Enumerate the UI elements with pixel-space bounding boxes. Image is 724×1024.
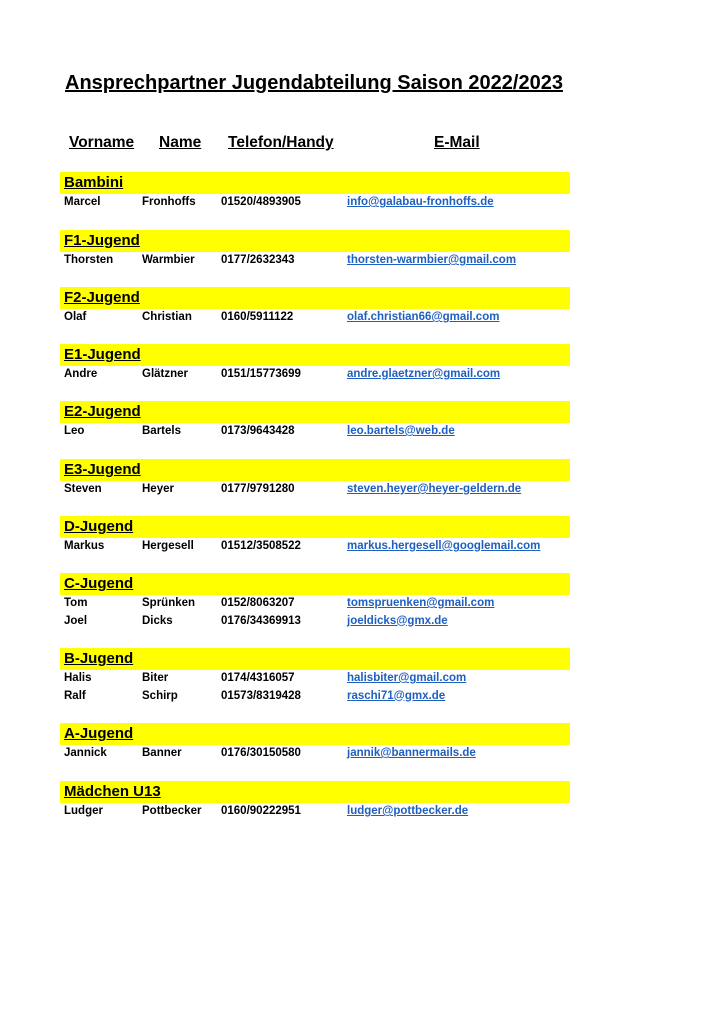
email-link[interactable]: joeldicks@gmx.de (347, 614, 448, 627)
email-link[interactable]: steven.heyer@heyer-geldern.de (347, 483, 522, 495)
column-header-last-name: Name (159, 134, 202, 151)
contact-row (60, 595, 570, 613)
column-header-phone: Telefon/Handy (228, 134, 334, 151)
first-name: Marcel (64, 196, 101, 208)
group-c-jugend (60, 573, 570, 630)
last-name: Bartels (142, 425, 181, 437)
group-d-jugend (60, 516, 570, 556)
phone-number: 0160/5911122 (221, 311, 294, 323)
phone-number: 01520/4893905 (221, 196, 301, 208)
group-title: F1-Jugend (64, 232, 140, 249)
group-header-bar (60, 516, 570, 538)
group-maedchen-u13 (60, 781, 570, 821)
last-name: Christian (142, 311, 192, 323)
group-title: A-Jugend (64, 725, 134, 742)
group-title: Mädchen U13 (64, 783, 161, 800)
contact-row (60, 803, 570, 821)
phone-number: 0177/9791280 (221, 483, 295, 495)
email-link[interactable]: jannik@bannermails.de (347, 747, 476, 759)
email-link[interactable]: raschi71@gmx.de (347, 689, 446, 702)
group-title: E3-Jugend (64, 461, 141, 478)
group-title: D-Jugend (64, 518, 134, 535)
email-link[interactable]: andre.glaetzner@gmail.com (347, 368, 501, 380)
group-bambini (60, 172, 570, 212)
group-header-bar (60, 287, 570, 309)
contact-row (60, 670, 570, 688)
page-title: Ansprechpartner Jugendabteilung Saison 2022/2023 (65, 72, 563, 94)
group-title: B-Jugend (64, 650, 134, 667)
email-link[interactable]: olaf.christian66@gmail.com (347, 311, 500, 323)
email-link[interactable]: leo.bartels@web.de (347, 425, 455, 437)
phone-number: 0151/15773699 (221, 368, 301, 380)
phone-number: 01573/8319428 (221, 689, 301, 702)
contact-row (60, 688, 570, 706)
contact-row (60, 538, 570, 556)
email-link[interactable]: ludger@pottbecker.de (347, 805, 469, 817)
group-header-bar (60, 723, 570, 745)
group-header-bar (60, 401, 570, 423)
column-header-email: E-Mail (434, 134, 480, 151)
first-name: Olaf (64, 311, 87, 323)
first-name: Joel (64, 614, 88, 627)
contact-row (60, 252, 570, 270)
group-a-jugend (60, 723, 570, 763)
group-title: Bambini (64, 174, 124, 191)
contact-row (60, 745, 570, 763)
contact-row (60, 366, 570, 384)
group-header-bar (60, 573, 570, 595)
group-e1-jugend (60, 344, 570, 384)
last-name: Pottbecker (142, 805, 202, 817)
phone-number: 0176/34369913 (221, 614, 301, 627)
last-name: Fronhoffs (142, 196, 196, 208)
group-title: E1-Jugend (64, 346, 141, 363)
group-title: E2-Jugend (64, 403, 141, 420)
group-title: F2-Jugend (64, 289, 140, 306)
group-header-bar (60, 648, 570, 670)
group-header-bar (60, 344, 570, 366)
contact-row (60, 309, 570, 327)
email-link[interactable]: tomspruenken@gmail.com (347, 597, 495, 609)
phone-number: 0177/2632343 (221, 254, 295, 266)
first-name: Halis (64, 672, 92, 684)
first-name: Andre (64, 368, 98, 380)
phone-number: 0160/90222951 (221, 805, 301, 817)
first-name: Jannick (64, 747, 107, 759)
contact-row (60, 613, 570, 631)
column-header-row (0, 134, 724, 156)
first-name: Tom (64, 597, 88, 609)
last-name: Biter (142, 672, 169, 684)
phone-number: 01512/3508522 (221, 540, 301, 552)
last-name: Glätzner (142, 368, 189, 380)
last-name: Schirp (142, 689, 178, 702)
column-header-first-name: Vorname (69, 134, 135, 151)
group-f2-jugend (60, 287, 570, 327)
phone-number: 0152/8063207 (221, 597, 295, 609)
group-e2-jugend (60, 401, 570, 441)
email-link[interactable]: markus.hergesell@googlemail.com (347, 540, 541, 552)
email-link[interactable]: info@galabau-fronhoffs.de (347, 196, 494, 208)
last-name: Hergesell (142, 540, 194, 552)
group-title: C-Jugend (64, 575, 134, 592)
first-name: Markus (64, 540, 105, 552)
contact-row (60, 481, 570, 499)
first-name: Ludger (64, 805, 103, 817)
email-link[interactable]: halisbiter@gmail.com (347, 672, 467, 684)
group-header-bar (60, 781, 570, 803)
first-name: Ralf (64, 689, 86, 702)
last-name: Heyer (142, 483, 174, 495)
last-name: Sprünken (142, 597, 196, 609)
last-name: Banner (142, 747, 182, 759)
phone-number: 0176/30150580 (221, 747, 301, 759)
phone-number: 0173/9643428 (221, 425, 295, 437)
contact-row (60, 194, 570, 212)
group-e3-jugend (60, 459, 570, 499)
group-f1-jugend (60, 230, 570, 270)
first-name: Thorsten (64, 254, 114, 266)
phone-number: 0174/4316057 (221, 672, 295, 684)
group-header-bar (60, 172, 570, 194)
group-header-bar (60, 459, 570, 481)
first-name: Steven (64, 483, 102, 495)
group-b-jugend (60, 648, 570, 705)
email-link[interactable]: thorsten-warmbier@gmail.com (347, 254, 517, 266)
first-name: Leo (64, 425, 85, 437)
contact-row (60, 423, 570, 441)
group-header-bar (60, 230, 570, 252)
last-name: Warmbier (142, 254, 195, 266)
last-name: Dicks (142, 614, 173, 627)
